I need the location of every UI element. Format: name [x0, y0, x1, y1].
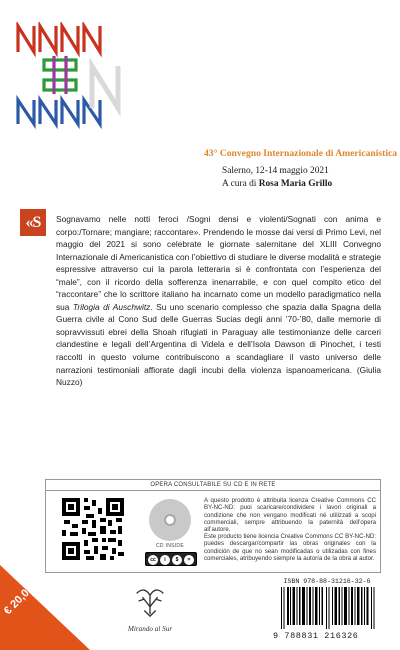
- conference-title: 43° Convegno Internazionale di Americanistica: [204, 148, 398, 159]
- series-logo: [14, 22, 124, 132]
- creative-commons-icon: cc i $ =: [145, 552, 197, 566]
- publisher-bird-icon: [131, 582, 169, 620]
- online-access-panel: [45, 479, 381, 573]
- publisher-name: Mirando al Sur: [127, 625, 173, 633]
- license-text-spanish: Este producto tiene licencia Creative Commons CC BY-NC-ND: puedes descargar/compartir las obras originales con la condición de que no sean modificadas o utilizadas con fines comerciales, atribuyendo siempre la autoría de la obra al autor.: [204, 533, 376, 562]
- conference-place-date: Salerno, 12-14 maggio 2021: [222, 166, 329, 176]
- qr-code[interactable]: [60, 496, 126, 562]
- license-text-italian: A questo prodotto è attribuita licenza Creative Commons CC BY-NC-ND: puoi scaricare/condividere i lavori originali a condizione che non vengano modificati né utilizzati a scopi commerciali, sempre attribuendo la paternità dell’opera all’autore.: [204, 497, 376, 534]
- barcode-area: [273, 578, 381, 642]
- curator-line: [222, 179, 394, 189]
- blurb-text-2: . Su uno scenario complesso che spazia dalla Spagna della Guerra civile al Cono Sud delle Guerras Sucias degli anni ’70-’80, dalle memorie di sopravvissuti ebrei della Shoah rifugiati in Paraguay alle testimonianze delle carceri clandestine e legali dell’Argentina di Videla e dell’Isola Dawson di Pinochet, i testi raccolti in questo volume contribuiscono a scandagliare il vasto universo delle narrazioni testimoniali affiorate dagli incubi della violenza ispanoamericana. (Giulia Nuzzo): [56, 301, 381, 388]
- curator-prefix: A cura di: [222, 179, 257, 189]
- panel-header: OPERA CONSULTABILE SU CD E IN RETE: [46, 480, 380, 491]
- back-cover-blurb: [56, 213, 381, 389]
- cd-disc-icon: [149, 499, 191, 541]
- curator-name: Rosa Maria Grillo: [258, 179, 333, 189]
- price-label: € 20,00: [1, 582, 37, 618]
- quote-badge: «S: [20, 209, 46, 236]
- barcode-icon: [279, 587, 379, 629]
- blurb-work-title: Trilogia di Auschwitz: [72, 301, 151, 312]
- blurb-text-1: Sognavamo nelle notti feroci /Sogni densi e violenti/Sognati con anima e corpo:/Tornare; mangiare; raccontare». Prendendo le mosse dai versi di Primo Levi, nel maggio del 2021 si sono celebrate le giornate salernitane del XLIII Convegno Internazionale di Americanistica con l’obiettivo di studiare le diverse modalità e strategie espressive attraverso cui la parola letteraria si è confrontata con l’esperienza del “male”, con il ricordo della sofferenza inenarrabile, e con quel compito etico del “raccontare” che lo scrittore italiano ha incarnato come un modello paradigmatico nella sua: [56, 214, 381, 312]
- ean-number: 9 788831 216326: [273, 631, 359, 641]
- cd-inside-label: CD INSIDE: [156, 543, 184, 549]
- isbn-label: ISBN 978-88-31216-32-6: [283, 578, 371, 585]
- conference-info: [204, 148, 398, 189]
